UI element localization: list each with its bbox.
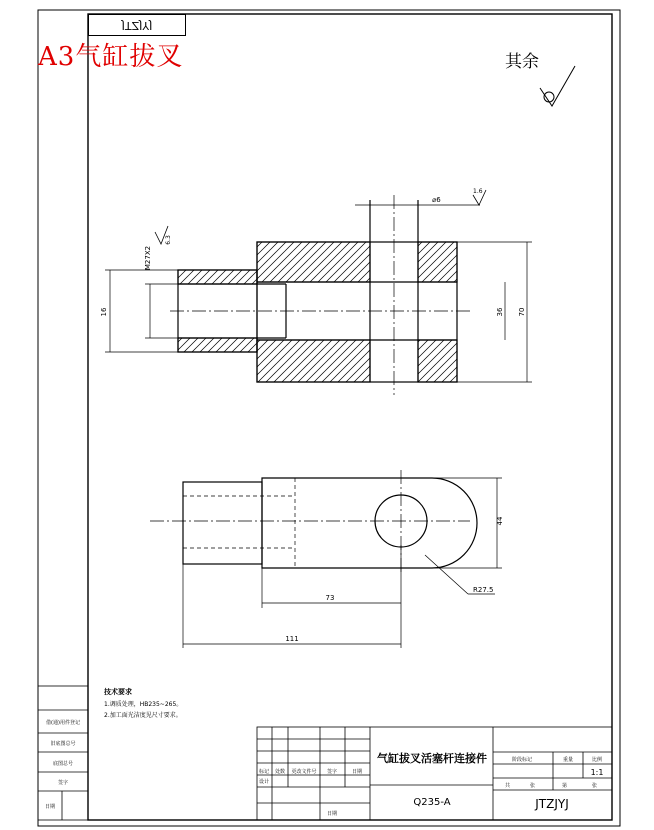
tb-sheets: 张 <box>530 783 536 789</box>
tb-date-cell: 日期 <box>326 811 338 817</box>
roughness-symbol <box>540 66 575 106</box>
scale: 1:1 <box>590 768 604 777</box>
tech-req-title: 技术要求 <box>104 688 132 696</box>
dim-rough1: 6.3 <box>165 235 172 245</box>
tb-weight: 重量 <box>562 757 574 763</box>
roughness-label: 其余 <box>505 52 539 72</box>
dim-radius: R27.5 <box>473 586 494 594</box>
dim-pin: ⌀6 <box>432 196 441 204</box>
part-name: 气缸拔叉活塞杆连接件 <box>377 752 487 765</box>
tb-design: 设计 <box>258 779 270 785</box>
tb-total: 共 <box>505 783 511 789</box>
tb-mark: 标记 <box>258 769 270 775</box>
tb-change: 更改文件号 <box>291 769 317 775</box>
drawing-code: JTZJYJ <box>535 797 569 811</box>
dim-len1: 73 <box>325 594 335 602</box>
tb-ratio: 比例 <box>591 757 603 763</box>
dim-total-h: 70 <box>518 307 526 317</box>
tb-date: 日期 <box>351 769 363 775</box>
left-strip-2: 旧底图总号 <box>50 741 76 747</box>
left-strip-4: 签字 <box>57 780 69 786</box>
code-box: JTZJYJ <box>88 14 186 36</box>
dim-rough2: 1.6 <box>473 188 483 195</box>
inner-frame <box>88 14 612 820</box>
material: Q235-A <box>413 797 451 808</box>
left-strip <box>38 686 88 820</box>
tb-sign: 签字 <box>326 769 338 775</box>
tb-stage: 阶段标记 <box>511 757 533 763</box>
overlay-title: A3气缸拔叉 <box>38 42 184 72</box>
left-strip-5: 日期 <box>44 804 56 810</box>
dim-side: 36 <box>496 307 504 317</box>
section-view <box>105 190 532 395</box>
tb-count: 处数 <box>274 769 286 775</box>
dim-bore: 16 <box>100 307 108 317</box>
plan-view <box>150 470 502 648</box>
dim-inner: 44 <box>496 516 504 526</box>
left-strip-3: 底图总号 <box>52 761 74 767</box>
dim-len2: 111 <box>285 635 299 643</box>
tb-sheet: 张 <box>592 783 598 789</box>
left-strip-1: 借(通)用件登记 <box>46 720 80 726</box>
tech-req-1: 1.调质处理，HB235~265。 <box>104 701 183 708</box>
tb-no: 第 <box>562 783 568 789</box>
tech-req-2: 2.加工面光洁度见尺寸要求。 <box>104 712 182 719</box>
dim-thread: M27X2 <box>144 245 152 271</box>
